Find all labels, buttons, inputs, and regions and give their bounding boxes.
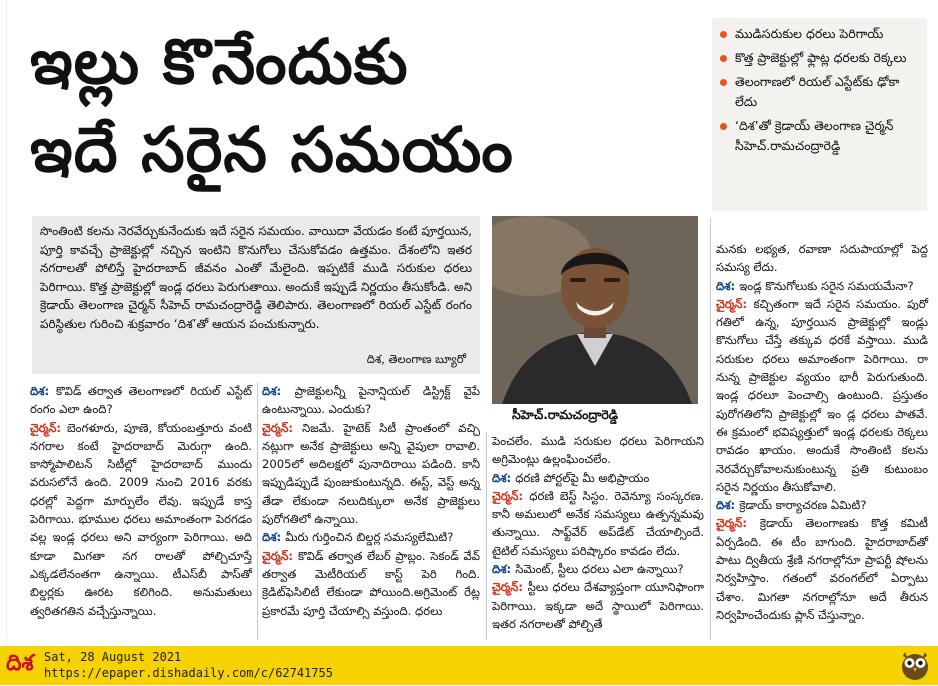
headline-line-2: ఇదే సరైన సమయం — [30, 113, 514, 186]
footer-date: Sat, 28 August 2021 — [44, 650, 182, 664]
portrait-illustration — [492, 216, 698, 404]
bullet-dot-icon — [720, 55, 727, 62]
qa-paragraph: చైర్మన్: కచ్చితంగా ఇదే సరైన సమయం. పురో గతిలో ఉన్న, పూర్తయిన ప్రాజెక్టుల్లో ఇండ్లు కొనుగోలు చేస్తే తక్కువ ధరకే వస్తాయి. ముడి సరుకుల ధరలు అమాంతంగా పెరిగాయి. రా నున్న ప్రాజెక్టుల వ్యయం భారీ పెరుగుతుంది. ఇండ్ల ధరలూ పెంచాల్సి ఉంటుంది. ప్రస్తుతం పురోగతిలోని ప్రాజెక్టుల్లో ఇం డ్ల ధరలు పాతవే. ఈ క్రమంలో భవిష్యత్తులో ఇండ్ల ధరలకు రెక్కలు రావడం ఖాయం. అందుకే సొంతింటి కలను నెరవేర్చుకోవాలనుకుంటున్న ప్రతి కుటుంబం సరైన నిర్ణయం తీసుకోవాలి. — [716, 296, 929, 494]
byline: దిశ, తెలంగాణ బ్యూరో — [366, 351, 466, 366]
article-column-3 — [492, 432, 704, 633]
intro-box — [32, 216, 480, 374]
bullet-dot-icon — [720, 79, 727, 86]
qa-paragraph: దిశ: ధరణి పోర్టల్‌పై మీ అభిప్రాయం — [492, 470, 650, 485]
qa-paragraph: మనకు లభ్యత, రవాణా సదుపాయాల్లో పెద్ద సమస్య లేదు. — [716, 242, 928, 275]
qa-paragraph: దిశ: ఇండ్ల కొనుగోలుకు సరైన సమయమేనా? — [716, 278, 914, 293]
qa-paragraph: దిశ: కొవిడ్ తర్వాత తెలంగాణలో రియల్ ఎస్టేట్ రంగం ఎలా ఉంది? — [30, 384, 252, 417]
qa-paragraph: చైర్మన్: కొవిడ్ తర్వాత లేబర్ ప్రాబ్లం. సెకండ్ వేవ్ తర్వాత మెటీరియల్ కాస్ట్ పెరి గింది. క్రెడిట్‌ఫెసిలిటీ లేకుండా పోయింది.అగ్రిమెంట్ రేట్ల ప్రకారమే పూర్తి చేయాల్సి వస్తుంది. ధరలు — [262, 548, 480, 618]
column-divider — [486, 432, 487, 640]
highlights-box — [712, 18, 927, 211]
headline-line-1: ఇల్లు కొనేందుకు — [30, 25, 409, 98]
intro-text: సొంతింటి కలను నెరవేర్చుకునేందుకు ఇదే సరైన సమయం. వాయిదా వేయడం కంటే పూర్తయిన, పూర్తి కావచ్చే ప్రాజెక్టుల్లో నచ్చిన ఇంటిని కొనుగోలు చేసుకోవడం ఉత్తమం. దేశంలోని ఇతర నగరాలతో పోలిస్తే హైదరాబాద్ జీవనం ఎంతో మేలైంది. ఇప్పటికే ముడి సరుకుల ధరలు పెరిగాయి. కొత్త ప్రాజెక్టుల్లో ఇండ్ల ధరలు పెరుగుతాయి. అందుకే ఇప్పుడే నిర్ణయం తీసుకోండి. అని క్రెడాయ్ తెలంగాణ చైర్మన్ సీహెచ్ రామచంద్రారెడ్డి తెలిపారు. తెలంగాణలో రియల్ ఎస్టేట్ రంగం పరిస్థితుల గురించి శుక్రవారం ‘దిశ’తో ఆయన పంచుకున్నారు. — [40, 224, 473, 331]
qa-paragraph: చైర్మన్: ధరణి బెస్ట్ సిస్టం. రెవెన్యూ సంస్కరణ. కానీ అమలులో అనేక సమస్యలు ఉత్పన్నమవు తున్నాయి. సాఫ్ట్‌వేర్ అప్‌డేట్ చేయాల్సిందే. టైటిల్ సమస్యలు పరిష్కారం కావడం లేదు. — [492, 488, 704, 558]
qa-paragraph: పెంచలేం. ముడి సరుకుల ధరలు పెరిగాయని అగ్రిమెంట్లు ఉల్లంఘించలేం. — [492, 434, 704, 467]
qa-paragraph: దిశ: మీరు గుర్తించిన బిల్డర్ల సమస్యలేమిటి? — [262, 530, 454, 545]
article-column-4 — [716, 240, 928, 624]
qa-paragraph: దిశ: సిమెంట్, స్టీలు ధరలు ఎలా ఉన్నాయి? — [492, 562, 684, 577]
highlight-item: ముడిసరుకుల ధరలు పెరిగాయ్ — [720, 24, 921, 44]
qa-paragraph: చైర్మన్: స్టీలు ధరలు దేశవ్యాప్తంగా యూనిఫాంగా పెరిగాయి. ఇక్కడా అదే స్థాయిలో పెరిగాయి. ఇతర నగరాలతో పోల్చితే — [492, 580, 704, 631]
qa-paragraph: చైర్మన్: నిజమే. హైటెక్ సిటీ ప్రాంతంలో వచ్చి నట్లుగా అనేక ప్రాజెక్టులు అన్ని వైపులా రావాలి. 2005లో అదిలక్షలో పునాదిరాయి పడింది. కానీ ఇప్పుడిప్పుడే పుంజుకుంటున్నది. ఈస్ట్, వెస్ట్ అన్న తేడా లేకుండా నలుదిక్కులా అనేక ప్రాజెక్టులు పురోగతిలో ఉన్నాయి. — [262, 420, 480, 527]
footer-url[interactable]: https://epaper.dishadaily.com/c/62741755 — [44, 666, 333, 680]
owl-icon — [898, 648, 932, 682]
article-column-1 — [30, 382, 252, 620]
page-left-edge — [0, 0, 7, 646]
bullet-dot-icon — [720, 123, 727, 130]
portrait-photo — [492, 216, 698, 426]
qa-paragraph: చైర్మన్: బెంగళూరు, పూణె, కోయంబత్తూరు వంటి నగరాల కంటే హైదరాబాద్ మెరుగ్గా ఉంది. కాస్మోపాలిటన్ సిటీల్లో హైదరాబాద్ ముందు వరుసలోనే ఉంది. 2009 నుంచి 2016 వరకు ధరల్లో పెద్దగా మార్పులేం లేవు. ఇప్పుడే కాస్త పెరిగాయి. భూముల ధరలు అమాంతంగా పెరగడం వల్ల ఇండ్ల ధరలు అని వార్యంగా పెరిగాయి. అది కూడా మిగతా నగ రాలతో పోల్చిచూస్తే ఎక్కడలేనంతగా ఉన్నాయి. టీఎస్‌బీ పాస్‌తో బిల్డర్లకు ఊరట కలిగింది. అనుమతులు త్వరితగతిన వచ్చేస్తున్నాయి. — [30, 420, 253, 618]
column-divider — [257, 382, 258, 640]
qa-paragraph: దిశ: ప్రాజెక్టులన్నీ పైనాన్షియల్ డిస్ట్రిక్ట్ వైపే ఉంటున్నాయి. ఎందుకు? — [262, 384, 480, 417]
highlight-item: తెలంగాణలో రియల్ ఎస్టేట్‌కు ఢోకా లేదు — [720, 72, 921, 112]
qa-paragraph: దిశ: క్రెడాయ్ కార్యాచరణ ఏమిటి? — [716, 498, 867, 513]
article-column-2 — [262, 382, 480, 620]
highlight-item: కొత్త ప్రాజెక్టుల్లో ఫ్లాట్ల ధరలకు రెక్కలు — [720, 48, 921, 68]
qa-paragraph: చైర్మన్: క్రెడాయ్ తెలంగాణకు కొత్త కమిటీ ఏర్పడింది. ఈ టీం బాగుంది. హైదరాబాద్‌తో పాటు ద్వితీయ శ్రేణి నగరాల్లోనూ ప్రాపర్టీ షోలను నిర్వహిస్తాం. గతంలో వరంగల్‌లో ఏర్పాటు చేశాం. మిగతా నగరాల్లోనూ అదే తీరున నిర్వహించేందుకు ప్లాన్ చేస్తున్నాం. — [716, 516, 928, 622]
bullet-dot-icon — [720, 31, 727, 38]
photo-caption: సీహెచ్.రామచంద్రారెడ్డి — [492, 404, 698, 426]
disha-logo: దిశ — [6, 650, 34, 676]
column-divider — [710, 218, 711, 640]
highlight-item: ‘దిశ’తో క్రెడాయ్ తెలంగాణ చైర్మన్ సీహెచ్.రామచంద్రారెడ్డి — [720, 116, 921, 156]
